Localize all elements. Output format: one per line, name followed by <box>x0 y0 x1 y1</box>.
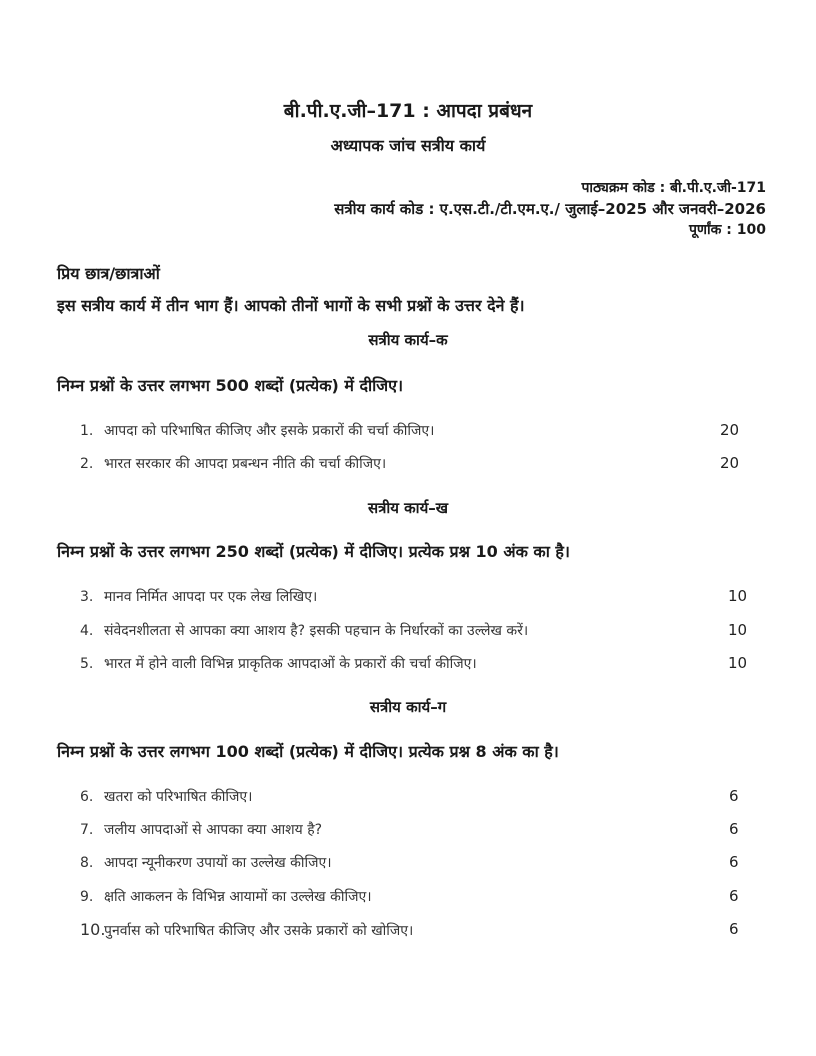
question-text: आपदा न्यूनीकरण उपायों का उल्लेख कीजिए। <box>104 855 332 871</box>
question-text: भारत में होने वाली विभिन्न प्राकृतिक आपदाओं के प्रकारों की चर्चा कीजिए। <box>104 656 477 672</box>
assignment-code: सत्रीय कार्य कोड : ए.एस.टी./टी.एम.ए./ जुलाई–2025 और जनवरी–2026 <box>334 200 766 218</box>
question-number: 7. <box>80 822 94 838</box>
question-text: पुनर्वास को परिभाषित कीजिए और उसके प्रकारों को खोजिए। <box>104 923 414 939</box>
section-instruction-c: निम्न प्रश्नों के उत्तर लगभग 100 शब्दों (प्रत्येक) में दीजिए। प्रत्येक प्रश्न 8 अंक का है। <box>57 742 559 761</box>
section-heading-b: सत्रीय कार्य–ख <box>367 499 449 517</box>
question-number: 6. <box>80 789 94 805</box>
question-text: खतरा को परिभाषित कीजिए। <box>104 789 253 805</box>
question-item <box>80 920 413 940</box>
question-number: 9. <box>80 889 94 905</box>
question-marks: 20 <box>720 421 740 439</box>
question-marks: 10 <box>728 654 748 672</box>
question-text: जलीय आपदाओं से आपका क्या आशय है? <box>104 822 323 838</box>
question-item <box>80 787 252 806</box>
question-marks: 6 <box>729 820 739 838</box>
question-text: आपदा को परिभाषित कीजिए और इसके प्रकारों की चर्चा कीजिए। <box>104 423 435 439</box>
question-text: क्षति आकलन के विभिन्न आयामों का उल्लेख कीजिए। <box>104 889 372 905</box>
question-item <box>80 587 317 606</box>
question-number: 4. <box>80 623 94 639</box>
general-instruction: इस सत्रीय कार्य में तीन भाग हैं। आपको तीनों भागों के सभी प्रश्नों के उत्तर देने हैं। <box>57 296 525 315</box>
question-text: भारत सरकार की आपदा प्रबन्धन नीति की चर्चा कीजिए। <box>104 456 387 472</box>
question-marks: 10 <box>728 621 748 639</box>
question-item <box>80 853 332 872</box>
question-marks: 6 <box>729 887 739 905</box>
document-subtitle: अध्यापक जांच सत्रीय कार्य <box>330 136 486 155</box>
question-item <box>80 621 528 640</box>
question-number: 8. <box>80 855 94 871</box>
course-code: पाठ्यक्रम कोड : बी.पी.ए.जी-171 <box>581 180 766 196</box>
question-number: 1. <box>80 423 94 439</box>
question-number: 10. <box>80 920 106 939</box>
question-marks: 6 <box>729 853 739 871</box>
document-title: बी.पी.ए.जी–171 : आपदा प्रबंधन <box>283 100 533 122</box>
max-marks: पूर्णांक : 100 <box>688 222 766 238</box>
question-item <box>80 654 477 673</box>
section-instruction-b: निम्न प्रश्नों के उत्तर लगभग 250 शब्दों (प्रत्येक) में दीजिए। प्रत्येक प्रश्न 10 अंक का है। <box>57 542 570 561</box>
question-marks: 20 <box>720 454 740 472</box>
question-item <box>80 454 386 473</box>
question-text: मानव निर्मित आपदा पर एक लेख लिखिए। <box>104 589 318 605</box>
section-heading-a: सत्रीय कार्य–क <box>368 331 448 349</box>
section-instruction-a: निम्न प्रश्नों के उत्तर लगभग 500 शब्दों (प्रत्येक) में दीजिए। <box>57 376 404 395</box>
question-text: संवेदनशीलता से आपका क्या आशय है? इसकी पहचान के निर्धारकों का उल्लेख करें। <box>104 623 529 639</box>
question-number: 3. <box>80 589 94 605</box>
question-marks: 6 <box>729 920 739 938</box>
question-item <box>80 820 322 839</box>
question-item <box>80 887 372 906</box>
question-marks: 6 <box>729 787 739 805</box>
question-marks: 10 <box>728 587 748 605</box>
section-heading-c: सत्रीय कार्य–ग <box>369 698 447 716</box>
question-number: 2. <box>80 456 94 472</box>
question-number: 5. <box>80 656 94 672</box>
salutation: प्रिय छात्र/छात्राओं <box>57 264 160 283</box>
question-item <box>80 421 434 440</box>
